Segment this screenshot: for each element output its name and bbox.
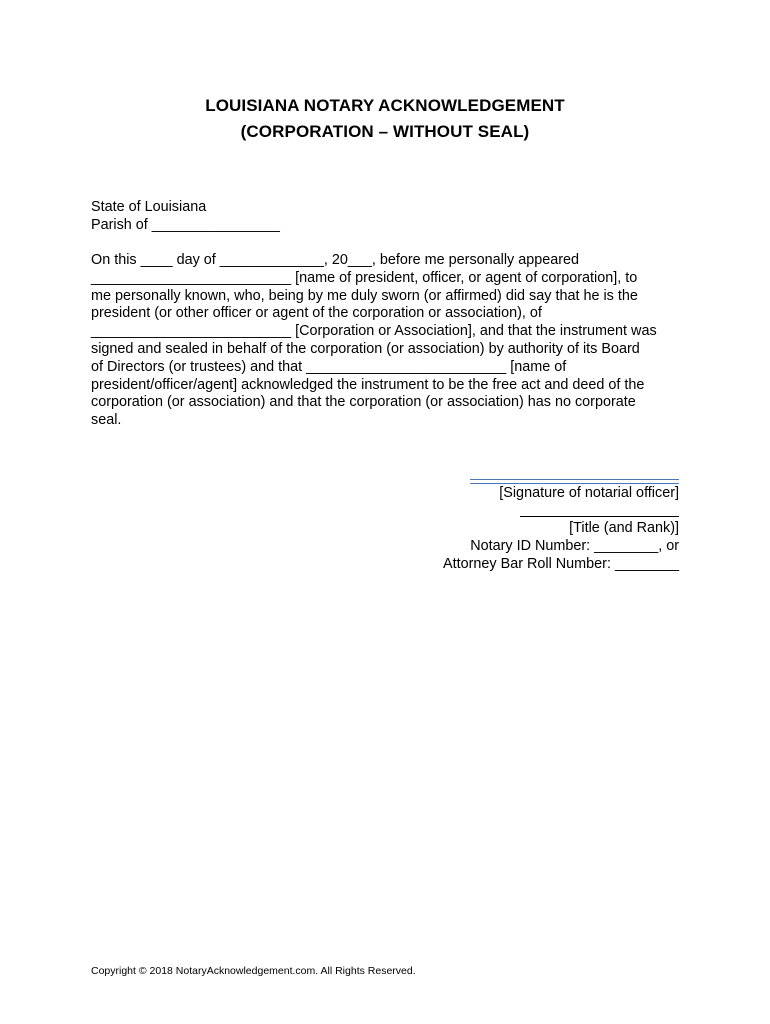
body-line: On this ____ day of _____________, 20___, before me personally appeared bbox=[91, 252, 580, 268]
body-line: _________________________ [name of president, officer, or agent of corporation], to bbox=[91, 269, 638, 286]
body-line: _________________________ [Corporation or Association], and that the instrument was bbox=[91, 323, 657, 340]
document-subtitle: (CORPORATION – WITHOUT SEAL) bbox=[240, 122, 530, 141]
document-title: LOUISIANA NOTARY ACKNOWLEDGEMENT bbox=[205, 96, 565, 115]
body-line: me personally known, who, being by me duly sworn (or affirmed) did say that he is the bbox=[91, 287, 638, 304]
body-line: president (or other officer or agent of the corporation or association), of bbox=[91, 305, 542, 322]
signature-label: [Signature of notarial officer] bbox=[499, 485, 679, 501]
title-rank-line bbox=[520, 516, 679, 517]
body-line: signed and sealed in behalf of the corporation (or association) by authority of its Board bbox=[91, 340, 640, 357]
body-line: president/officer/agent] acknowledged the instrument to be the free act and deed of the bbox=[91, 376, 645, 393]
body-line: of Directors (or trustees) and that _________________________ [name of bbox=[91, 358, 567, 375]
notary-id-line: Notary ID Number: ________, or bbox=[470, 538, 679, 554]
attorney-bar-line: Attorney Bar Roll Number: ________ bbox=[443, 556, 679, 572]
state-line: State of Louisiana bbox=[91, 199, 207, 215]
parish-line: Parish of ________________ bbox=[91, 217, 280, 233]
body-line: corporation (or association) and that the corporation (or association) has no corporate bbox=[91, 394, 636, 411]
body-line: seal. bbox=[91, 412, 122, 429]
copyright-footer: Copyright © 2018 NotaryAcknowledgement.com. All Rights Reserved. bbox=[91, 965, 416, 977]
title-rank-label: [Title (and Rank)] bbox=[569, 520, 679, 536]
acknowledgement-body bbox=[91, 252, 691, 430]
